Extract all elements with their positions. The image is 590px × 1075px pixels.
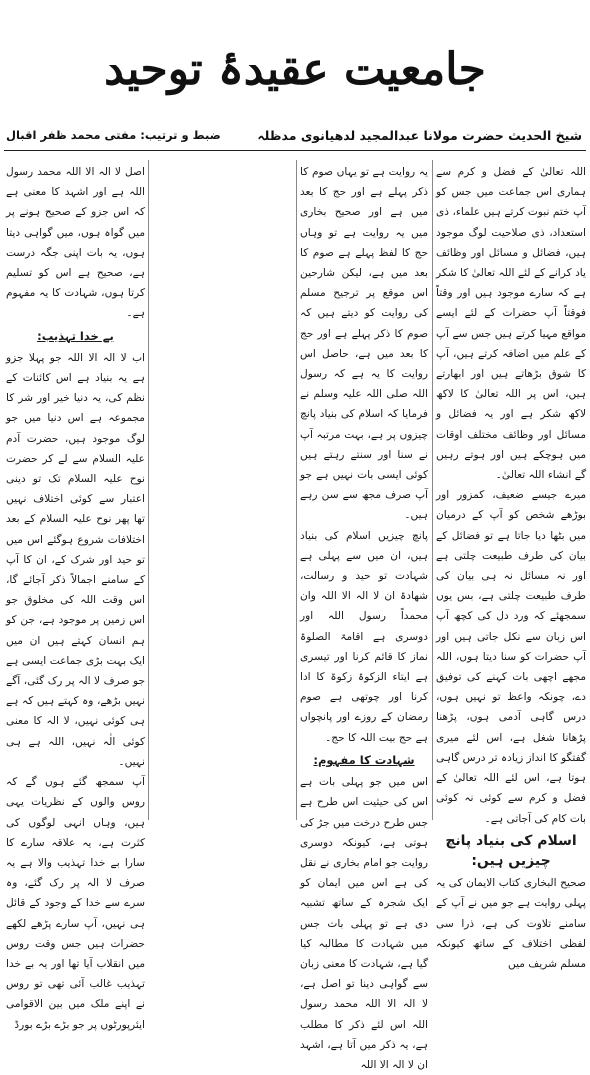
section-heading: بے خدا تہذیب: [37, 328, 114, 343]
column-divider [432, 160, 433, 820]
paragraph: میرے جیسے ضعیف، کمزور اور بوڑھے شخص کو آپ کے درمیان میں بٹھا دیا جاتا ہے تو فضائل کے بیان کی طرف طبیعت چلتی ہے اور نہ مسائل نہ ہی بیان کی طرف طبیعت چلتی ہے، بس یوں سمجھئے کہ ورد دل کی کچھ آپ اس زبان سے نکل جاتی ہیں اور آپ حضرات کو سنا دیتا ہوں، اللہ مجھے اچھی بات کہنے کی توفیق دے، چونکہ واعظ تو نہیں ہوں، درس گاہی آدمی ہوں، پڑھنا پڑھانا شغل ہے، اس لئے میری گفتگو کا انداز زیادہ تر درس گاہی ہوتا ہے، اس لئے اللہ تعالیٰ کے فضل و کرم سے کوئی نہ کوئی بات کام کی آجاتی ہے۔ [436, 489, 586, 825]
author-byline: شیخ الحدیث حضرت مولانا عبدالمجید لدھیانوی مدظلہ [257, 128, 582, 143]
text-column-1 [436, 162, 586, 970]
paragraph: آپ سمجھ گئے ہوں گے کہ روس والوں کے نظریات یہی ہیں، وہاں انہی لوگوں کی کثرت ہے، یہ علاقہ سارے کا سارا بے خدا تہذیب والا ہے یہ صرف لا الہ پر رک گئے، وہ سرے سے خدا کے وجود کے قائل ہی نہیں، آپ سارے پڑھے لکھے حضرات ہیں جس وقت روس میں انقلاب آیا تھا اور یہ بے خدا تہذیب غالب آئی تھی تو روس نے اپنے ملک میں بین الاقوامی ایئرپورٹوں پر جو بڑے بڑے بورڈ [6, 776, 145, 1031]
text-column-4 [6, 162, 145, 1031]
column-divider [148, 160, 149, 820]
paragraph: اللہ تعالیٰ کے فضل و کرم سے ہماری اس جماعت میں جس کو آپ ختم نبوت کرتے ہیں علماء، ذی استعداد، ذی صلاحیت لوگ موجود ہیں، فضائل و مسائل اور وظائف یاد کرانے کے لئے اللہ تعالیٰ کا شکر ہے کہ سارے موجود ہیں اور وقتاً فوقتاً آپ حضرات کے لئے ایسے مواقع مہیا کرتے ہیں جس سے آپ کے علم میں اضافہ کرتے ہیں، آپ کا شوق بڑھاتے ہیں اور ابھارتے ہیں، اس پر اللہ تعالیٰ کا لاکھ لاکھ شکر ہے اور یہ فضائل و مسائل اور وظائف مختلف اوقات میں ہوچکے ہیں اور ہوتے رہیں گے انشاء اللہ تعالیٰ۔ [436, 166, 586, 482]
paragraph: یہ روایت ہے تو یہاں صوم کا ذکر پہلے ہے اور حج کا بعد میں ہے اور صحیح بخاری میں یہ روایت ہے تو وہاں حج کا لفظ پہلے ہے صوم کا بعد میں ہے، لیکن شارحین اس موقع پر ترجیح مسلم کی روایت کو دیتے ہیں کہ صوم کا ذکر پہلے ہے اور حج کا بعد میں ہے، حاصل اس روایت کا یہ ہے کہ رسول اللہ صلی اللہ علیہ وسلم نے فرمایا کہ اسلام کی بنیاد پانچ چیزوں پر ہے، بہت مرتبہ آپ نے سنا اور سنتے رہتے ہیں کوئی ایسی بات نہیں ہے جو آپ صرف مجھ سے سن رہے ہیں۔ [300, 166, 428, 522]
text-column-3 [152, 162, 292, 817]
text-column-2 [300, 162, 428, 1071]
paragraph: پانچ چیزیں اسلام کی بنیاد ہیں، ان میں سے پہلی ہے شہادت تو حید و رسالت، شھادۃ ان لا الہ الا اللہ وان محمداً رسول اللہ اور دوسری ہے اقامۃ الصلوۃ نماز کا قائم کرنا اور تیسری ہے ایتاء الزکوۃ زکوۃ کا ادا کرنا اور چوتھی ہے صوم رمضان کے روزے اور پانچواں ہے حج بیت اللہ کا حج۔ [300, 529, 428, 744]
article-title: جامعیت عقیدۂ توحید [104, 44, 486, 95]
column-divider [296, 160, 297, 820]
section-heading: شہادت کا مفہوم: [313, 752, 415, 767]
compiler-byline: ضبط و ترتیب: مفتی محمد ظفر اقبال [6, 128, 221, 142]
paragraph: اس میں جو پہلی بات ہے اس کی حیثیت اس طرح ہے جس طرح درخت میں جڑ کی ہوتی ہے، کیونکہ دوسری روایت جو امام بخاری نے نقل کی ہے اس میں ایمان کو ایک شجرہ کے ساتھ تشبیہ دی ہے تو پہلی بات جس میں شہادت کا مطالبہ کیا گیا ہے، شہادت کا معنی زبان سے گواہی دینا تو اصل ہے، لا الہ الا اللہ محمد رسول اللہ اس لئے ذکر کا مطلب ہے، یہ ذکر میں آتا ہے، اشہد ان لا الہ الا اللہ [300, 776, 428, 1071]
header-divider [4, 150, 586, 151]
section-heading: اسلام کی بنیاد پانچ چیزیں ہیں: [445, 832, 577, 869]
paragraph: اصل لا الہ الا اللہ محمد رسول اللہ ہے اور اشہد کا معنی ہے کہ اس جزو کے صحیح ہونے پر میں گواہ ہوں، میں گواہی دیتا ہوں، یہ بات اپنی جگہ درست ہے، صحیح ہے اس کو تسلیم کرتا ہوں، شہادت کا یہ مفہوم ہے۔ [6, 166, 145, 320]
paragraph: اب لا الہ الا اللہ جو پہلا جزو ہے یہ بنیاد ہے اس کائنات کے نظم کی، یہ دنیا خیر اور شر کا مجموعہ ہے اس دنیا میں جو لوگ موجود ہیں، حضرت آدم علیہ السلام سے لے کر حضرت نوح علیہ السلام تک تو دینی اعتبار سے کوئی اختلاف نہیں تھا پھر نوح علیہ السلام کے بعد اختلافات شروع ہوگئے اس میں تو حید اور شرک کے، ان کا آپ کے سامنے اجمالاً ذکر آجائے گا، اس وقت اللہ کی مخلوق جو اس زمین پر موجود ہے، جن کو ہم انسان کہتے ہیں ان میں ایک بہت بڑی جماعت ایسی ہے جو صرف لا الہ پر رک گئی، آگے نہیں بڑھے، وہ کہتے ہیں کہ ہے ہی کوئی نہیں، لا الہ کا معنی کوئی الٰہ نہیں، اللہ ہے ہی نہیں۔ [6, 351, 145, 768]
paragraph: صحیح البخاری کتاب الایمان کی یہ پہلی روایت ہے جو میں نے آپ کے سامنے تلاوت کی ہے، ذرا سی لفظی اختلاف کے ساتھ کیونکہ مسلم شریف میں [436, 877, 586, 970]
